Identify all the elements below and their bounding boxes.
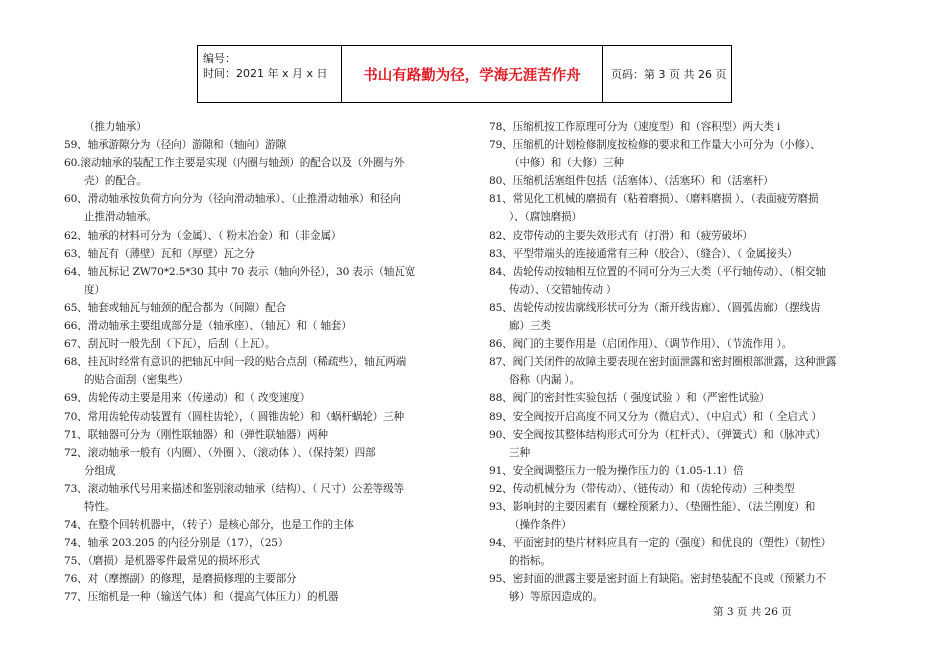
text-line: 67、刮瓦时一般先刮（下瓦），后刮（上瓦）。 — [64, 338, 276, 351]
page-footer: 第 3 页 共 26 页 — [713, 606, 792, 618]
left-column — [64, 118, 466, 607]
text-line: 83、平型带端头的连接通常有三种（胶合）、（缝合）、（ 金属接头） — [489, 247, 798, 260]
text-line: 74、在整个回转机器中，（转子）是核心部分，也是工作的主体 — [64, 519, 354, 532]
text-line: 69、齿轮传动主要是用来（传递动）和（ 改变速度） — [64, 392, 311, 405]
text-line: （操作条件） — [509, 519, 572, 532]
text-line: 88、阀门的密封性实验包括（ 强度试验 ）和（严密性试验） — [489, 392, 770, 405]
text-line: 74、轴承 203.205 的内径分别是（17），（25） — [64, 537, 289, 550]
text-line: 80、压缩机活塞组件包括（活塞体）、（活塞环）和（活塞杆） — [489, 175, 774, 188]
text-line: 66、滑动轴承主要组成部分是（轴承座）、（轴瓦）和（ 轴套） — [64, 320, 352, 333]
text-line: 71、联轴器可分为（刚性联轴器）和（弹性联轴器）两种 — [64, 428, 328, 441]
text-line: 传动）、（交错轴传动 ） — [509, 283, 617, 296]
text-line: 85、齿轮传动按齿廓线形状可分为（渐开线齿廊）、（圆弧齿廊）（摆线齿 — [489, 301, 821, 314]
text-line: 84、齿轮传动按轴相互位置的不同可分为三大类（平行轴传动）、（相交轴 — [489, 265, 826, 278]
text-line: 95、密封面的泄露主要是密封面上有缺陷。密封垫装配不良或（预紧力不 — [489, 573, 826, 586]
text-line: 68、挂瓦时经常有意识的把轴瓦中间一段的贴合点刮（稀疏些），轴瓦两端 — [64, 356, 407, 369]
text-line: 62、轴承的材料可分为（金属）、（ 粉末冶金）和（非金属） — [64, 229, 342, 242]
text-line: 78、压缩机按工作原理可分为（速度型）和（容积型）两大类 i — [489, 121, 781, 133]
text-line: 俗称（内漏 ）。 — [509, 374, 581, 387]
text-line: 廊）三类 — [509, 320, 551, 333]
text-line: 分组成 — [84, 464, 116, 477]
text-line: 91、安全阀调整压力一般为操作压力的（1.05-1.1）倍 — [489, 464, 744, 477]
text-line: 72、滚动轴承一般有（内圈）、（外圈 ）、（滚动体 ）、（保持架）四部 — [64, 446, 376, 459]
text-line: 94、平面密封的垫片材料应具有一定的（强度）和优良的（塑性）（韧性） — [489, 537, 832, 550]
header-motto: 书山有路勤为径，学海无涯苦作舟 — [342, 46, 603, 102]
text-line: 86、阀门的主要作用是（启闭作用）、（调节作用）、（节流作用 ）。 — [489, 338, 793, 351]
text-line: 81、常见化工机械的磨损有（粘着磨损）、（磨料磨损 ）、（表面疲劳磨损 — [489, 193, 819, 206]
text-line: 三种 — [509, 446, 530, 459]
text-line: 度） — [84, 283, 105, 296]
text-line: 特性。 — [84, 500, 116, 513]
text-line: 60.滚动轴承的装配工作主要是实现（内圈与轴颈）的配合以及（外圈与外 — [64, 157, 405, 170]
document-time-label: 时间：2021 年 x 月 x 日 — [203, 67, 328, 80]
text-line: 76、对（摩擦副）的修理，是磨损修理的主要部分 — [64, 573, 297, 586]
text-line: 64、轴瓦标记 ZW70*2.5*30 其中 70 表示（轴向外径），30 表示（轴瓦宽 — [64, 265, 416, 278]
text-line: （中修）和（大修）三种 — [509, 157, 624, 170]
document-number-label: 编号： — [203, 52, 236, 65]
text-line: 63、轴瓦有（薄壁）瓦和（厚壁）瓦之分 — [64, 247, 255, 260]
text-line: 87、阀门关闭件的故障主要表现在密封面泄露和密封圈根部泄露，这种泄露 — [489, 356, 837, 369]
text-line: 75、（磨损）是机器零件最常见的损坏形式 — [64, 555, 260, 568]
text-line: 93、影响封的主要因素有（螺栓预紧力）、（垫圈性能）、（法兰刚度）和 — [489, 500, 816, 513]
text-line: ）、（腐蚀磨损） — [509, 211, 582, 224]
text-line: 89、安全阀按开启高度不同又分为（微启式）、（中启式）和（ 全启式 ） — [489, 410, 822, 423]
text-line: 59、轴承游隙分为（径向）游隙和（轴向）游隙 — [64, 139, 287, 152]
text-line: 90、安全阀按其整体结构形式可分为（杠杆式）、（弹簧式）和（脉冲式） — [489, 428, 826, 441]
text-line: 65、轴套或轴瓦与轴颈的配合都为（间隙）配合 — [64, 301, 287, 314]
text-line: 79、压缩机的计划检修制度按检修的要求和工作量大小可分为（小修）、 — [489, 139, 821, 152]
text-line: 够）等原因造成的。 — [509, 591, 603, 604]
right-column — [489, 118, 897, 607]
page-header-table — [197, 45, 732, 103]
text-line: 92、传动机械分为（带传动）、（链传动）和（齿轮传动）三种类型 — [489, 482, 795, 495]
text-line: 82、皮带传动的主要失效形式有（打滑）和（疲劳破坏） — [489, 229, 753, 242]
text-line: 壳）的配合。 — [84, 175, 147, 188]
text-line: 73、滚动轴承代号用来描述和鉴别滚动轴承（结构）、（ 尺寸）公差等级等 — [64, 482, 404, 495]
header-meta-cell — [198, 46, 342, 102]
text-line: 止推滑动轴承。 — [84, 211, 158, 224]
text-line: （推力轴承） — [84, 121, 147, 133]
text-line: 77、压缩机是一种（输送气体）和（提高气体压力）的机器 — [64, 591, 339, 604]
text-line: 的贴合面刮（密集些） — [84, 374, 189, 387]
text-line: 70、常用齿轮传动装置有（圆柱齿轮），（ 圆锥齿轮）和（蜗杆蜗轮）三种 — [64, 410, 404, 423]
text-line: 60、滑动轴承按负荷方向分为（径向滑动轴承）、（止推滑动轴承）和径向 — [64, 193, 401, 206]
header-page-number: 页码：第 3 页 共 26 页 — [611, 68, 727, 81]
text-line: 的指标。 — [509, 555, 551, 568]
